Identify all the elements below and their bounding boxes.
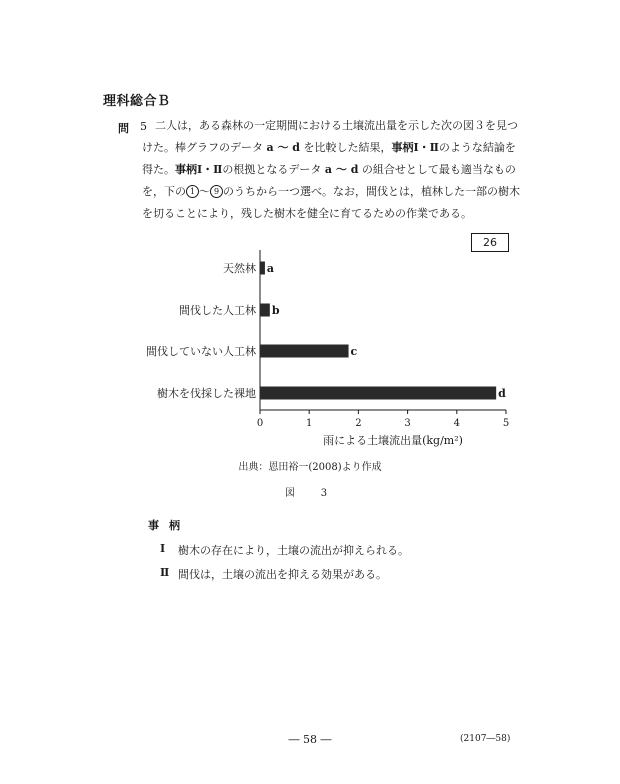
- figure-source: 出典：恩田裕一(2008)より作成: [238, 462, 382, 473]
- question-text: けた。棒グラフのデータ: [142, 141, 267, 154]
- question-text: 得た。: [142, 163, 175, 176]
- bar-d: [260, 387, 496, 400]
- bar-data-label: d: [498, 387, 506, 400]
- matters-reference: 事柄Ⅰ・Ⅱ: [391, 141, 439, 154]
- matter-text: 樹木の存在により，土壌の流出が抑えられる。: [178, 544, 409, 557]
- choice-first-marker: 1: [186, 185, 199, 198]
- question-text: を切ることにより，残した樹木を健全に育てるための作業である。: [142, 207, 472, 220]
- document-code: (2107―58): [460, 734, 511, 744]
- page-number: ― 58 ―: [288, 733, 332, 746]
- question-number: 5: [140, 120, 147, 133]
- question-text: のような結論を: [438, 141, 516, 154]
- bar-a: [260, 262, 265, 275]
- bar-c: [260, 345, 349, 358]
- question-text: 二人は，ある森林の一定期間における土壌流出量を示した次の図３を見つ: [155, 119, 518, 132]
- x-tick-label: 4: [453, 418, 460, 429]
- choice-last-marker: 9: [210, 185, 223, 198]
- matter-text: 間伐は，土壌の流出を抑える効果がある。: [178, 568, 387, 581]
- bar-data-label: c: [350, 345, 358, 358]
- x-tick-label: 2: [355, 418, 362, 429]
- answer-box[interactable]: 26: [471, 233, 509, 252]
- category-label: 間伐した人工林: [179, 304, 256, 317]
- question-label: 問: [118, 122, 129, 135]
- matter-number: Ⅱ: [160, 566, 170, 579]
- matters-reference: 事柄Ⅰ・Ⅱ: [175, 163, 223, 176]
- question-text: の組合せとして最も適当なもの: [358, 163, 516, 176]
- x-tick-label: 0: [256, 418, 264, 429]
- x-axis-title: 雨による土壌流出量(kg/m²): [323, 434, 463, 447]
- question-text: を，下の: [142, 185, 186, 198]
- category-label: 天然林: [223, 262, 256, 275]
- matter-number: Ⅰ: [160, 542, 166, 555]
- x-tick-label: 1: [306, 418, 313, 429]
- question-text: の根拠となるデータ: [222, 163, 325, 176]
- category-label: 間伐していない人工林: [146, 345, 256, 358]
- bar-data-label: b: [271, 304, 280, 317]
- question-text: を比較した結果，: [299, 141, 392, 154]
- x-tick-label: 5: [502, 418, 510, 429]
- figure-label: 図 3: [284, 488, 336, 499]
- data-range: a ～ d: [266, 141, 300, 154]
- choice-range-tilde: ～: [199, 185, 210, 198]
- section-title: 理科総合Ｂ: [103, 94, 171, 109]
- data-range: a ～ d: [324, 163, 359, 176]
- x-tick-label: 3: [404, 418, 411, 429]
- bar-data-label: a: [266, 262, 275, 275]
- matters-title: 事柄: [148, 519, 190, 532]
- bar-b: [260, 304, 270, 317]
- category-label: 樹木を伐採した裸地: [157, 387, 256, 400]
- question-text: のうちから一つ選べ。なお，間伐とは，植林した一部の樹木: [223, 185, 520, 198]
